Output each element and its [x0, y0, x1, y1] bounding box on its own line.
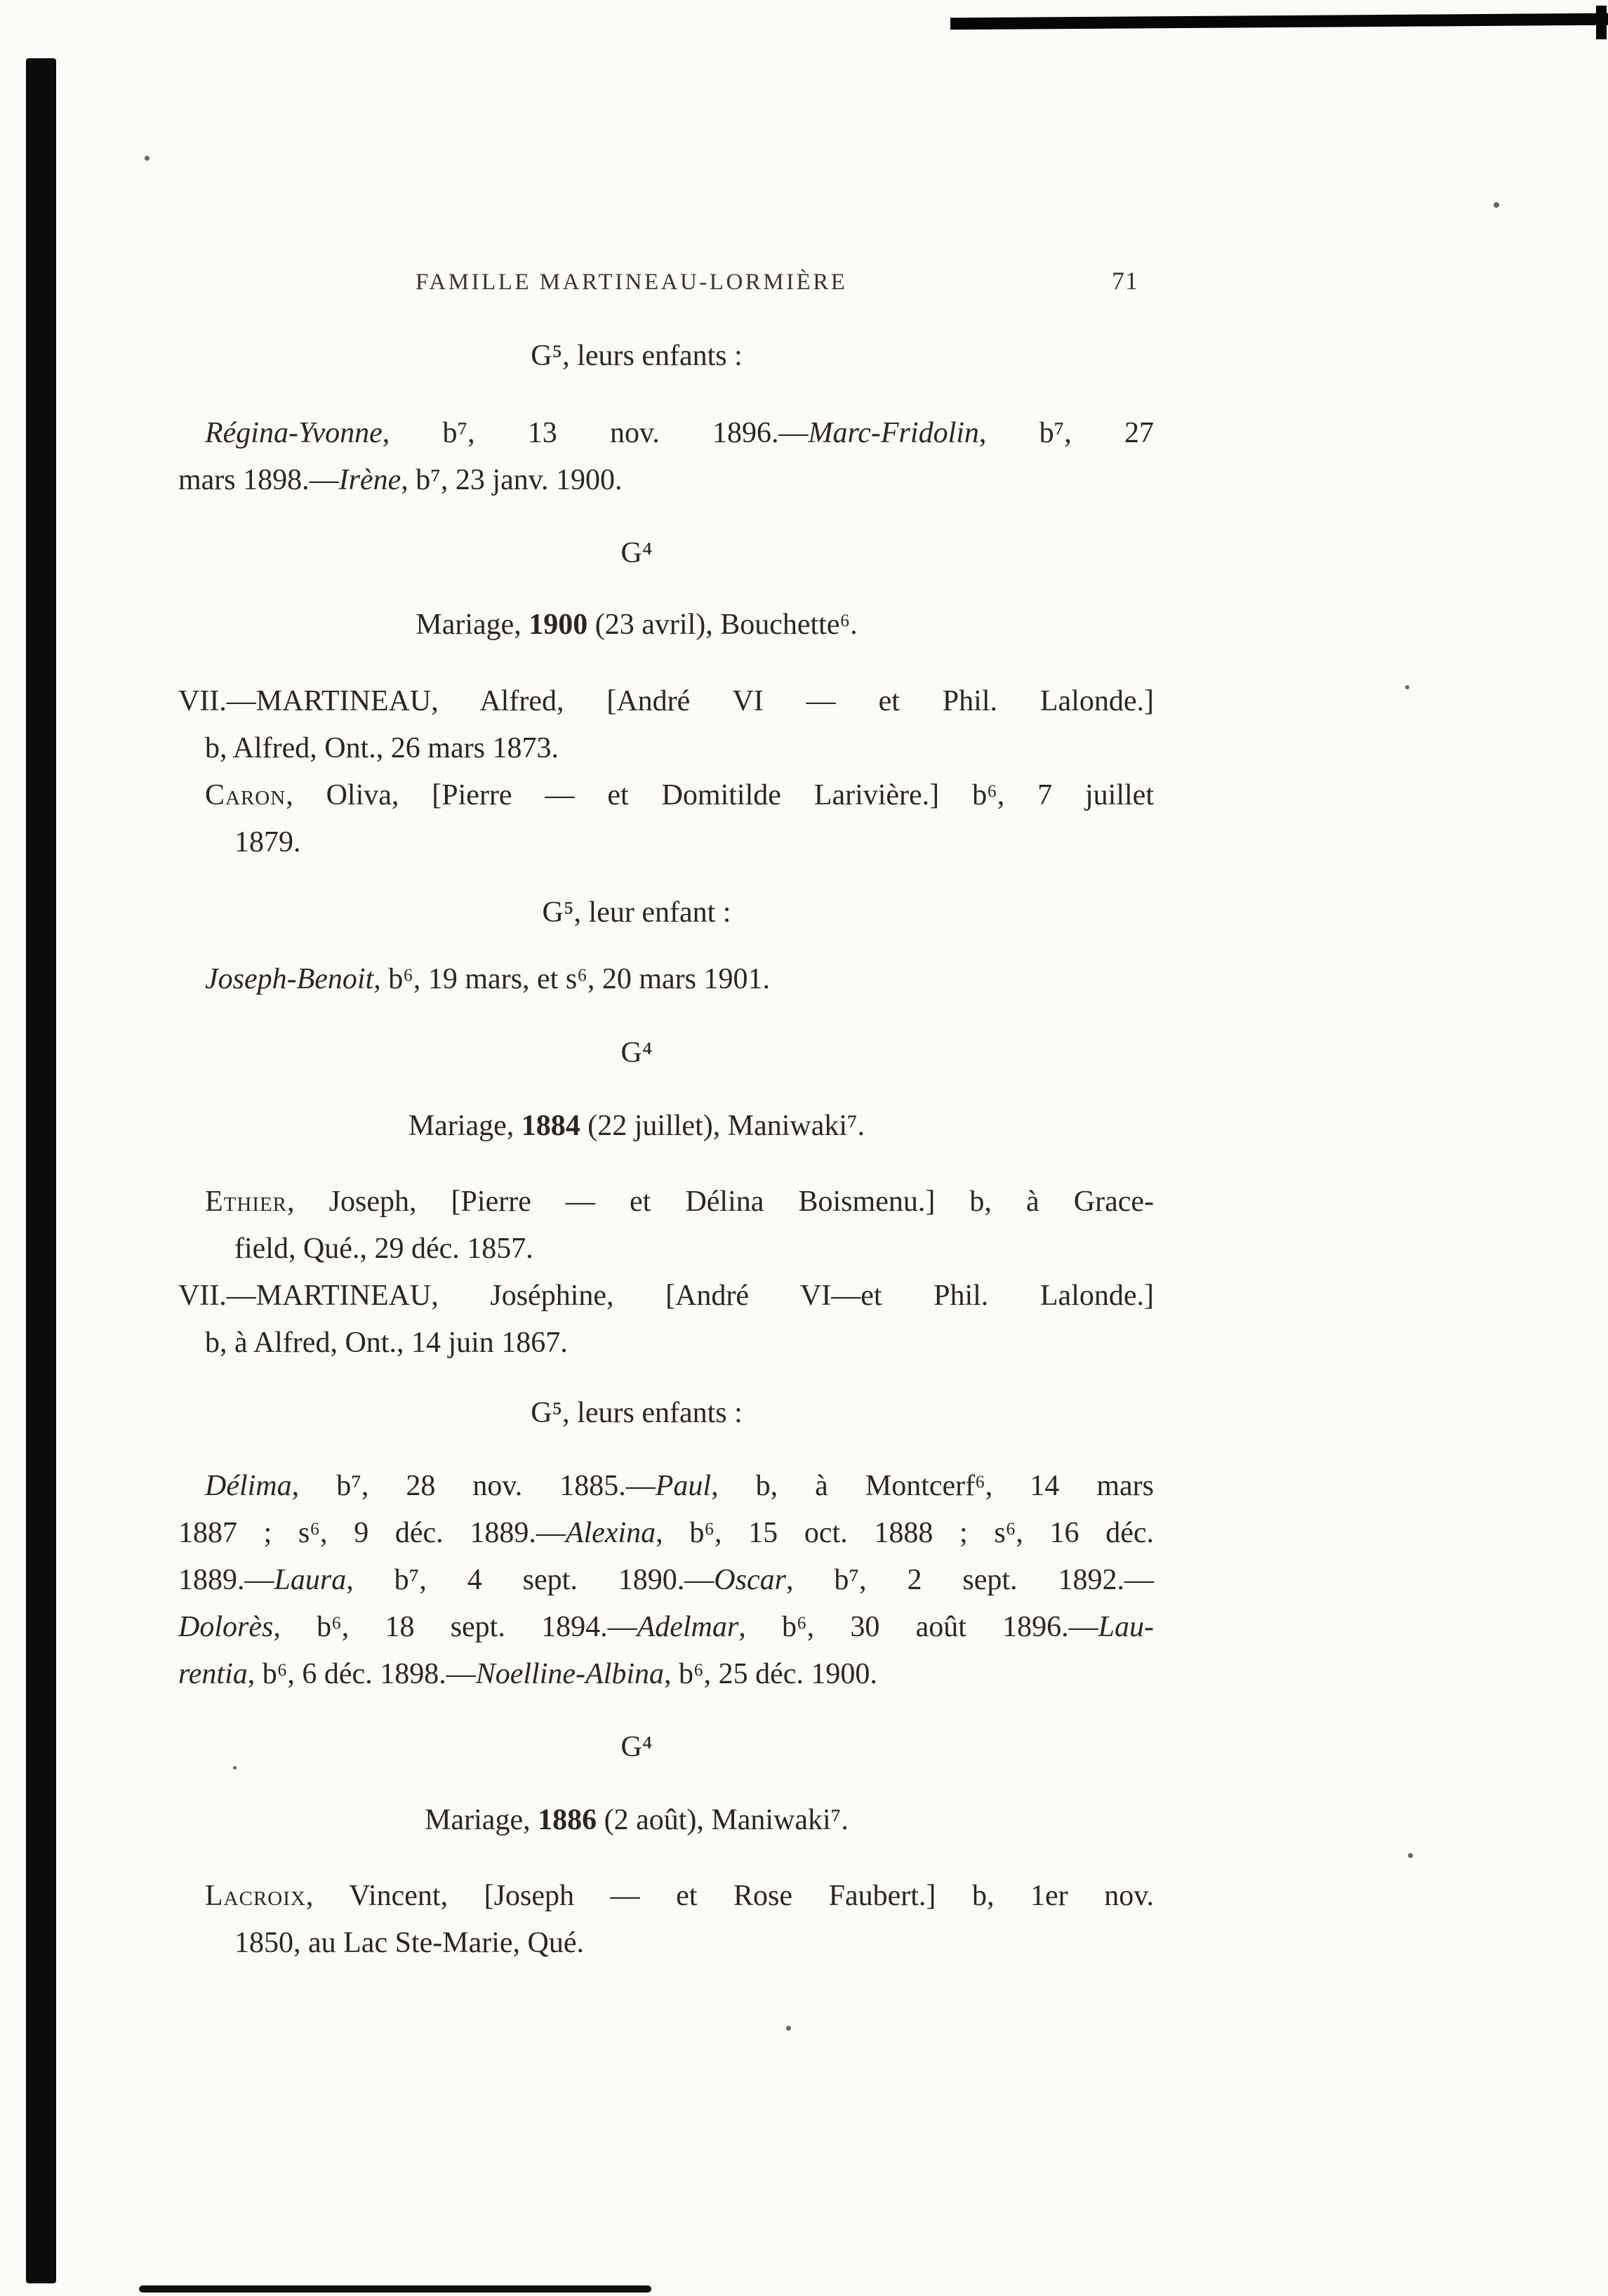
- text-segment: , Vincent, [Joseph — et Rose Faubert.] b, 1er nov.: [305, 1880, 1154, 1912]
- text-line: [178, 457, 1154, 504]
- text-segment: (22 juillet), Maniwaki⁷.: [580, 1110, 865, 1142]
- text-segment: Délima: [205, 1470, 292, 1502]
- section-heading-g4: [178, 530, 1154, 577]
- scan-speck: [1405, 685, 1409, 689]
- text-segment: , b⁷, 13 nov. 1896.—: [382, 417, 809, 449]
- scan-binding-bar: [26, 58, 56, 2283]
- scan-speck: [1494, 202, 1499, 208]
- text-segment: G⁴: [620, 537, 653, 569]
- text-segment: Paul: [655, 1470, 712, 1502]
- text-segment: Dolorès: [178, 1611, 274, 1643]
- text-line: [178, 678, 1154, 725]
- text-segment: VII.—MARTINEAU, Joséphine, [André VI—et Phil. Lalonde.]: [178, 1280, 1154, 1312]
- text-segment: Irène: [338, 464, 401, 496]
- text-line: [234, 1226, 1154, 1273]
- entry-caron-oliva: [178, 772, 1154, 866]
- text-segment: G⁵, leurs enfants :: [531, 340, 743, 372]
- text-line: [205, 1463, 1154, 1510]
- text-segment: b, Alfred, Ont., 26 mars 1873.: [205, 732, 559, 764]
- text-segment: 1879.: [234, 826, 301, 858]
- scan-speck: [786, 2026, 791, 2031]
- text-line: [178, 1557, 1154, 1604]
- entry-martineau-josephine: [178, 1273, 1154, 1367]
- text-segment: Mariage,: [416, 609, 529, 641]
- text-segment: , b⁶, 25 déc. 1900.: [664, 1658, 877, 1690]
- text-segment: G⁵, leur enfant :: [542, 896, 731, 929]
- text-segment: Lacroix: [205, 1880, 306, 1912]
- text-line: [205, 1179, 1154, 1226]
- text-segment: Ethier: [205, 1186, 288, 1218]
- text-segment: Adelmar: [637, 1611, 739, 1643]
- text-segment: (2 août), Maniwaki⁷.: [597, 1804, 849, 1836]
- text-segment: , b⁷, 4 sept. 1890.—: [346, 1564, 715, 1596]
- text-line: [178, 1510, 1154, 1557]
- text-segment: Noelline-Albina: [475, 1658, 664, 1690]
- section-heading-g4: [178, 1030, 1154, 1077]
- text-segment: VII.—MARTINEAU, Alfred, [André VI — et Phil. Lalonde.]: [178, 685, 1154, 717]
- text-segment: , b⁷, 28 nov. 1885.—: [291, 1470, 656, 1502]
- text-segment: 1884: [521, 1110, 580, 1142]
- text-segment: , b⁷, 27: [978, 417, 1154, 449]
- entry-lacroix-vincent: [178, 1873, 1154, 1967]
- scan-speck: [145, 156, 149, 161]
- text-line: [234, 819, 1154, 866]
- scan-artifact-bottom-line: [139, 2285, 651, 2292]
- paragraph-delima-children: [178, 1463, 1154, 1698]
- text-segment: , b, à Montcerf⁶, 14 mars: [711, 1470, 1154, 1502]
- header-title: FAMILLE MARTINEAU-LORMIÈRE: [416, 270, 848, 295]
- text-segment: Alexina: [565, 1517, 656, 1549]
- paragraph-joseph-benoit: [178, 956, 1154, 1003]
- text-segment: G⁵, leurs enfants :: [531, 1397, 743, 1429]
- marriage-line-1900: [178, 602, 1154, 649]
- text-line: [205, 772, 1154, 819]
- text-segment: Marc-Fridolin: [808, 417, 979, 449]
- text-line: [205, 1320, 1154, 1367]
- text-segment: Lau-: [1098, 1611, 1154, 1643]
- section-heading-g5-children: [178, 1390, 1154, 1437]
- text-segment: , b⁶, 30 août 1896.—: [738, 1611, 1098, 1643]
- entry-martineau-alfred: [178, 678, 1154, 772]
- text-segment: b, à Alfred, Ont., 14 juin 1867.: [205, 1327, 568, 1359]
- text-line: [178, 1604, 1154, 1651]
- text-segment: Mariage,: [408, 1110, 521, 1142]
- running-header: [178, 267, 1154, 296]
- text-segment: Oscar: [714, 1564, 786, 1596]
- text-segment: 1850, au Lac Ste-Marie, Qué.: [234, 1927, 584, 1959]
- text-segment: , b⁶, 6 déc. 1898.—: [247, 1658, 476, 1690]
- scan-speck: [1408, 1853, 1413, 1858]
- text-segment: Caron: [205, 779, 286, 811]
- text-segment: G⁴: [620, 1731, 653, 1763]
- text-segment: 1887 ; s⁶, 9 déc. 1889.—: [178, 1517, 566, 1549]
- section-heading-g5-children: [178, 333, 1154, 380]
- text-segment: 1900: [529, 609, 588, 641]
- scan-artifact-top-line: [950, 13, 1608, 30]
- text-segment: 1886: [538, 1804, 597, 1836]
- scan-artifact-corner-mark: [1596, 6, 1607, 39]
- text-line: [205, 410, 1154, 457]
- text-segment: Joseph-Benoit: [205, 963, 374, 995]
- text-line: [205, 956, 1154, 1003]
- text-segment: , Oliva, [Pierre — et Domitilde Larivière.] b⁶, 7 juillet: [286, 779, 1154, 811]
- entry-ethier-joseph: [178, 1179, 1154, 1273]
- text-segment: G⁴: [620, 1037, 653, 1069]
- text-line: [178, 1273, 1154, 1320]
- text-line: [205, 1873, 1154, 1920]
- text-segment: (23 avril), Bouchette⁶.: [587, 609, 858, 641]
- text-segment: Mariage,: [425, 1804, 538, 1836]
- page-text-column: [178, 267, 1154, 1967]
- text-segment: rentia: [178, 1658, 248, 1690]
- section-heading-g4: [178, 1724, 1154, 1771]
- marriage-line-1886: [178, 1797, 1154, 1844]
- section-heading-g5-child: [178, 889, 1154, 936]
- text-segment: Laura: [274, 1564, 347, 1596]
- text-segment: , b⁶, 15 oct. 1888 ; s⁶, 16 déc.: [656, 1517, 1154, 1549]
- text-segment: , b⁶, 18 sept. 1894.—: [273, 1611, 637, 1643]
- marriage-line-1884: [178, 1103, 1154, 1150]
- page-number: 71: [1112, 267, 1138, 295]
- text-line: [178, 1651, 1154, 1698]
- text-segment: mars 1898.—: [178, 464, 339, 496]
- text-segment: , b⁷, 2 sept. 1892.—: [785, 1564, 1154, 1596]
- text-line: [205, 725, 1154, 772]
- text-segment: , Joseph, [Pierre — et Délina Boismenu.] b, à Grace-: [287, 1186, 1154, 1218]
- text-segment: field, Qué., 29 déc. 1857.: [234, 1233, 533, 1265]
- text-line: [234, 1920, 1154, 1967]
- text-segment: Régina-Yvonne: [205, 417, 383, 449]
- paragraph-regina-yvonne: [178, 410, 1154, 504]
- text-segment: 1889.—: [178, 1564, 274, 1596]
- text-segment: , b⁷, 23 janv. 1900.: [401, 464, 623, 496]
- text-segment: , b⁶, 19 mars, et s⁶, 20 mars 1901.: [373, 963, 770, 995]
